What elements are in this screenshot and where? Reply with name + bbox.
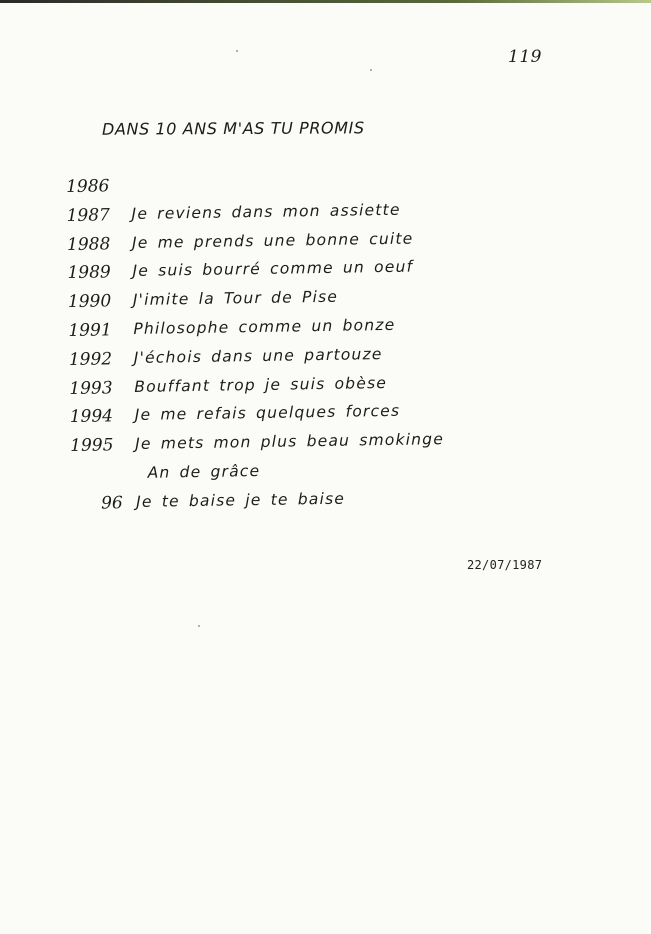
line-text: Je me refais quelques forces <box>134 402 401 425</box>
line-text: Bouffant trop je suis obèse <box>134 373 388 396</box>
line-year: 1991 <box>68 320 112 341</box>
date-stamp: 22/07/1987 <box>467 558 543 572</box>
line-year: 1993 <box>69 377 113 399</box>
line-year: 1987 <box>66 205 111 226</box>
line-text: J'imite la Tour de Pise <box>132 287 339 310</box>
scan-speck <box>198 625 200 627</box>
line-text: Je mets mon plus beau smokinge <box>135 430 445 454</box>
line-year: 1989 <box>67 262 111 284</box>
scan-speck <box>236 50 238 52</box>
line-year: 1990 <box>67 291 112 313</box>
line-text: Je reviens dans mon assiette <box>131 200 401 223</box>
poem-title: DANS 10 ANS M'AS TU PROMIS <box>101 118 365 139</box>
line-year: 1986 <box>66 176 110 197</box>
line-text: Je me prends une bonne cuite <box>131 229 414 252</box>
line-text: An de grâce <box>147 461 261 482</box>
line-year: 1995 <box>70 435 114 457</box>
line-text: Je te baise je te baise <box>135 489 346 511</box>
page-number: 119 <box>508 47 542 67</box>
scan-speck <box>370 69 372 71</box>
poem-body <box>66 169 591 523</box>
line-text: Je suis bourré comme un oeuf <box>132 257 414 281</box>
line-year: 96 <box>100 492 123 514</box>
line-year: 1992 <box>68 349 113 370</box>
line-year: 1994 <box>69 406 114 428</box>
line-text: Philosophe comme un bonze <box>133 315 396 338</box>
line-year: 1988 <box>66 233 111 255</box>
document-page <box>0 3 651 934</box>
line-text: J'échois dans une partouze <box>133 344 383 367</box>
